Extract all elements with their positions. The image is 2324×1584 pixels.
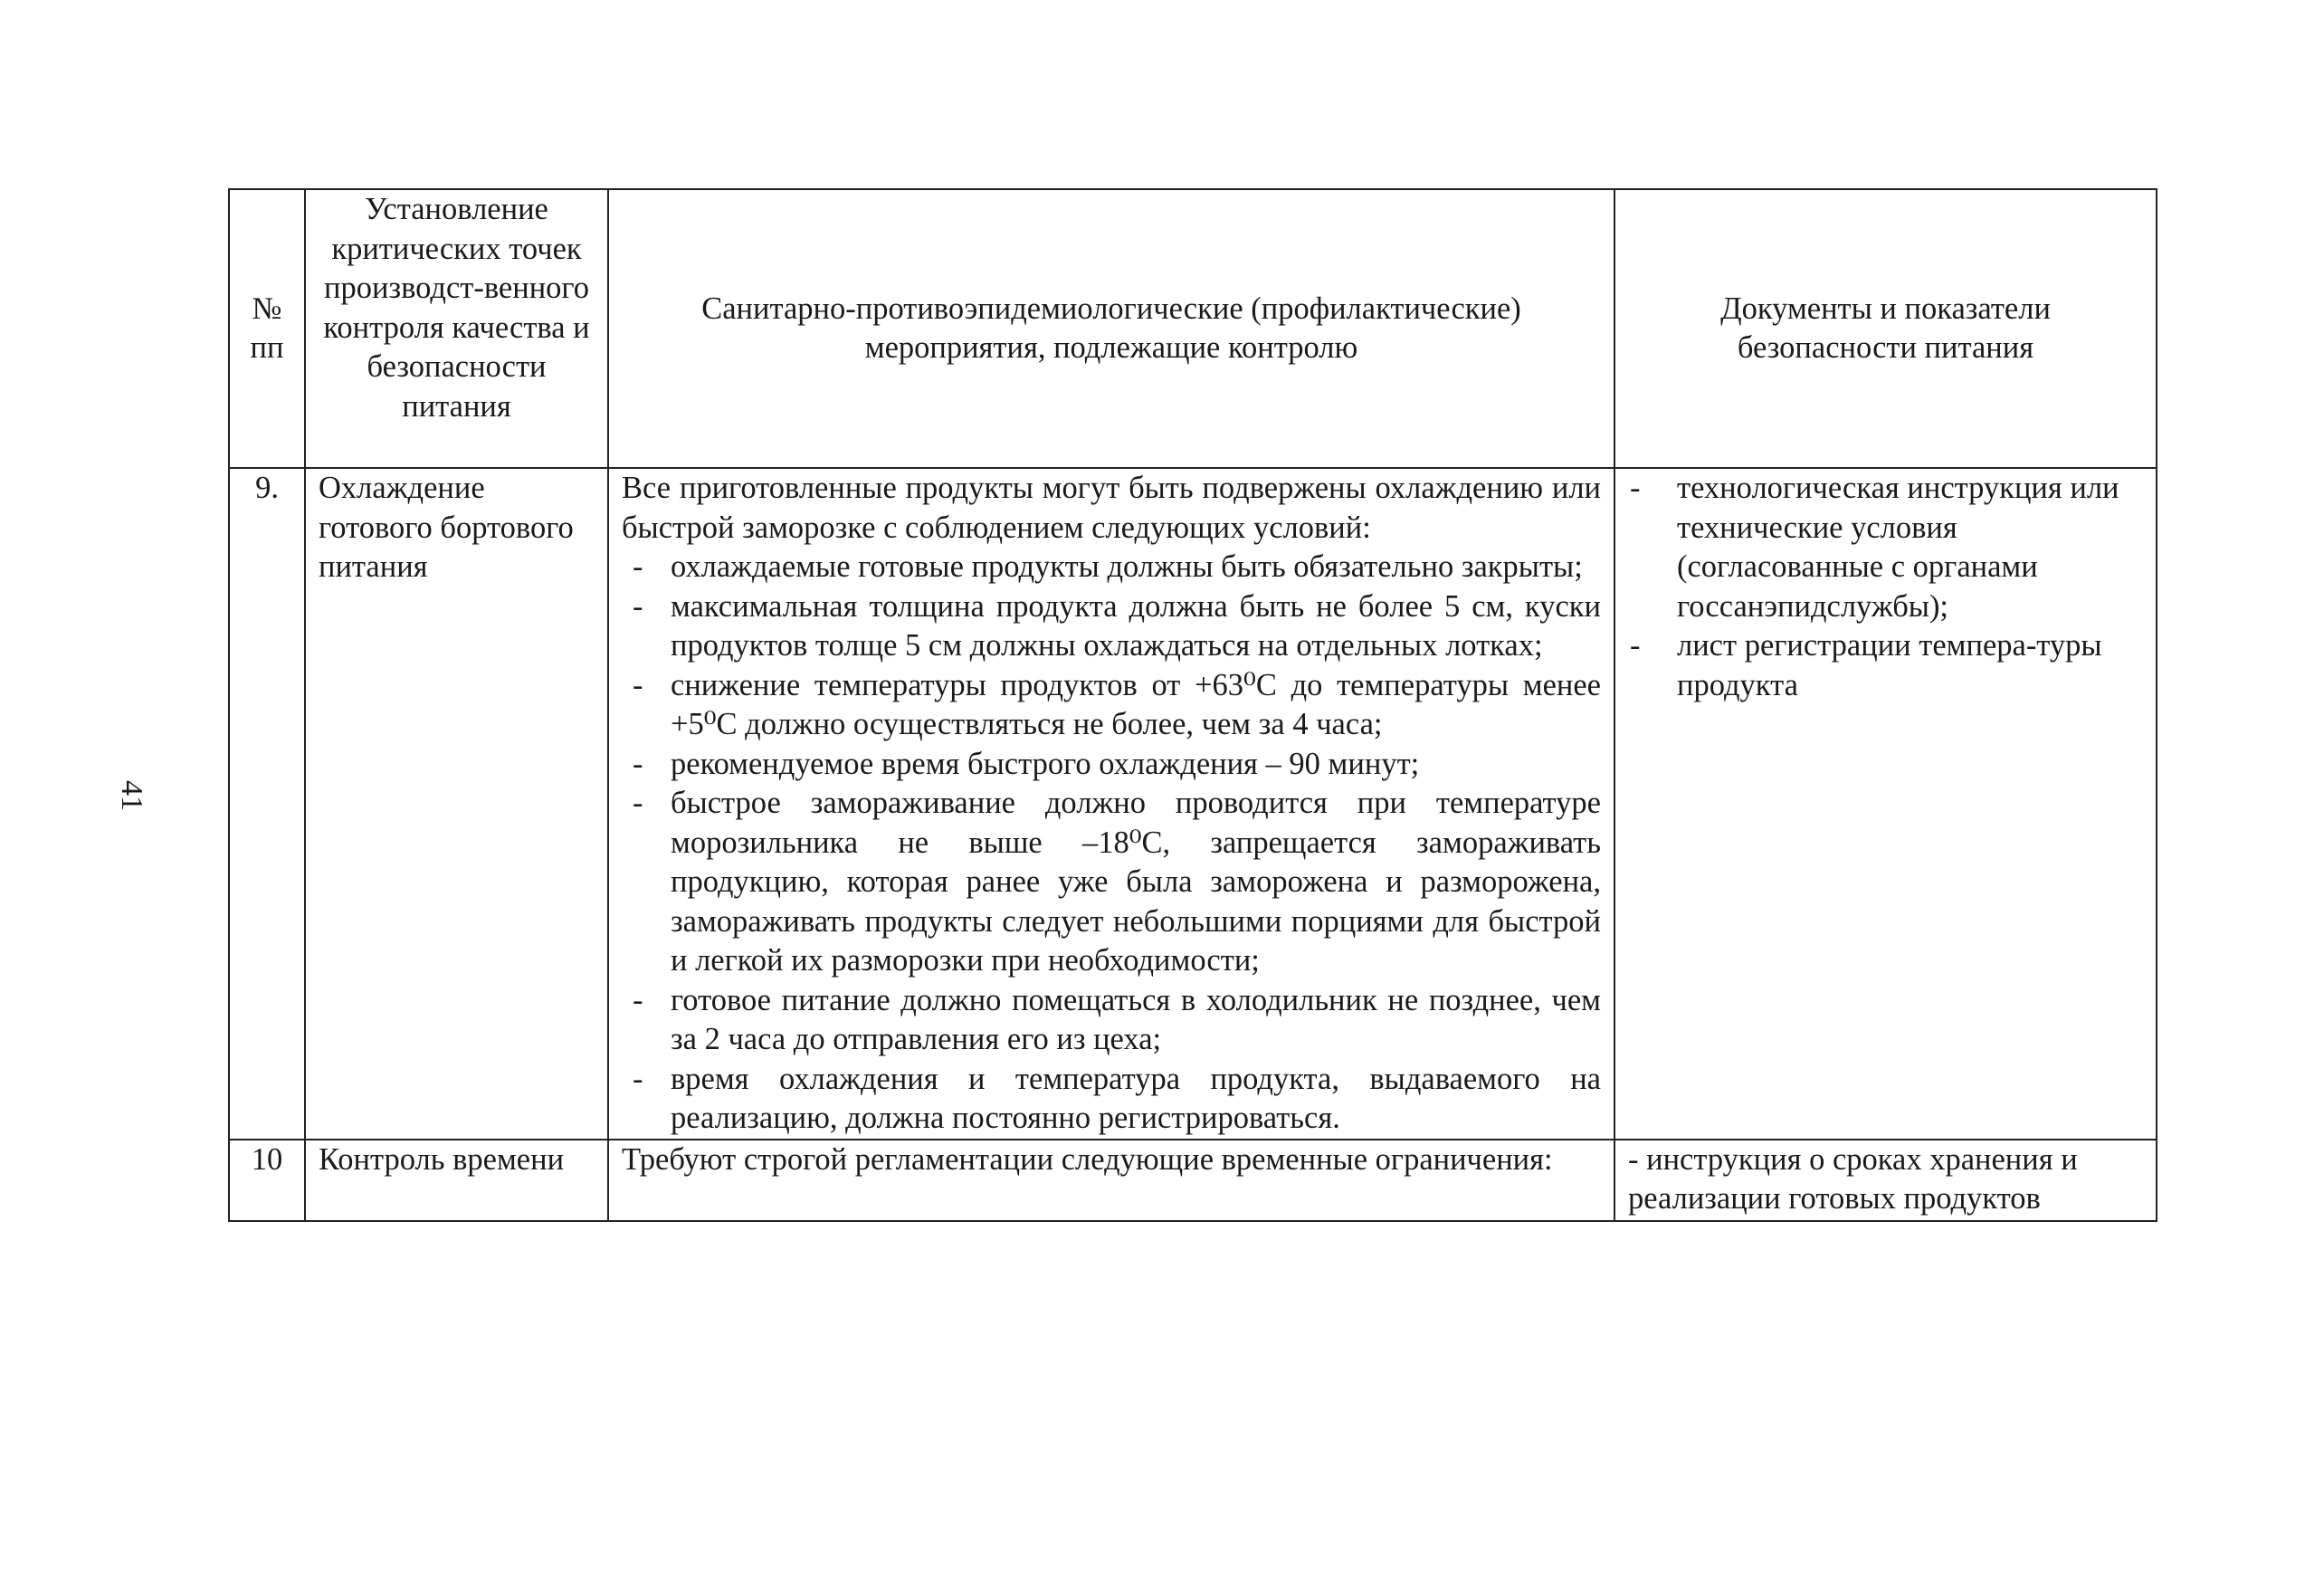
list-item: - охлаждаемые готовые продукты должны быть обязательно закрыты; [622, 548, 1601, 587]
header-documents: Документы и показатели безопасности питания [1614, 189, 2157, 468]
list-item: - готовое питание должно помещаться в холодильник не позднее, чем за 2 часа до отправления его из цеха; [622, 981, 1601, 1060]
documents-cell: - инструкция о сроках хранения и реализации готовых продуктов [1614, 1140, 2157, 1221]
measures-cell: Требуют строгой регламентации следующие временные ограничения: [608, 1140, 1614, 1221]
list-item: - быстрое замораживание должно проводится при температуре морозильника не выше –18⁰С, запрещается замораживать продукцию, которая ранее уже была заморожена и разморожена, замораживать продукты следует небольшими порциями для быстрой и легкой их разморозки при необходимости; [622, 784, 1601, 981]
measures-list [622, 548, 1601, 1139]
row-number: 10 [229, 1140, 305, 1221]
critical-point-cell: Охлаждение готового бортового питания [305, 468, 608, 1140]
list-item: - время охлаждения и температура продукта, выдаваемого на реализацию, должна постоянно регистрироваться. [622, 1060, 1601, 1139]
list-item: - рекомендуемое время быстрого охлаждения – 90 минут; [622, 745, 1601, 785]
header-measures: Санитарно-противоэпидемиологические (профилактические) мероприятия, подлежащие контролю [608, 189, 1614, 468]
list-item: - максимальная толщина продукта должна быть не более 5 см, куски продуктов толще 5 см должны охлаждаться на отдельных лотках; [622, 587, 1601, 666]
measures-intro: Все приготовленные продукты могут быть подвержены охлаждению или быстрой заморозке с соблюдением следующих условий: [622, 471, 1601, 545]
list-item: - технологическая инструкция или технические условия (согласованные с органами госсанэпидслужбы); [1628, 469, 2143, 626]
documents-list [1628, 469, 2143, 705]
header-critical-point: Установление критических точек производст-венного контроля качества и безопасности питания [305, 189, 608, 468]
control-points-table [228, 188, 2157, 1222]
documents-cell [1614, 468, 2157, 1140]
page-number: 41 [115, 780, 148, 811]
table-row [229, 468, 2157, 1140]
list-item: - снижение температуры продуктов от +63⁰С до температуры менее +5⁰С должно осуществляться не более, чем за 4 часа; [622, 666, 1601, 745]
header-num: № пп [229, 189, 305, 468]
row-number: 9. [229, 468, 305, 1140]
critical-point-cell: Контроль времени [305, 1140, 608, 1221]
table-row [229, 1140, 2157, 1221]
table-header-row [229, 189, 2157, 468]
list-item: - лист регистрации темпера-туры продукта [1628, 626, 2143, 705]
measures-cell [608, 468, 1614, 1140]
